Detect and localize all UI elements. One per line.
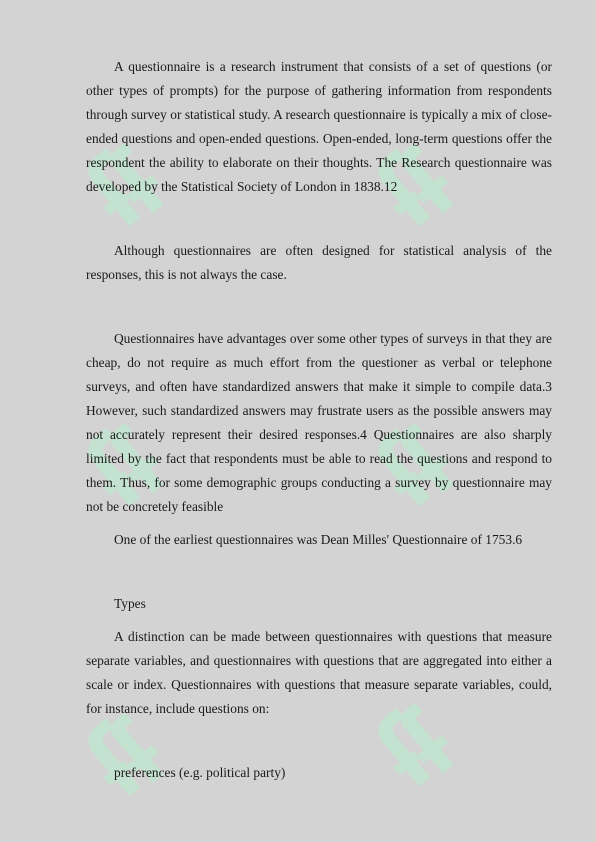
paragraph-intro: A questionnaire is a research instrument that consists of a set of questions (or other types of prompts) for the purpose of gathering information from respondents through survey or statistical study. A research questionnaire is typically a mix of close-ended questions and open-ended questions. Open-ended, long-term questions offer the respondent the ability to elaborate on their thoughts. The Research questionnaire was developed by the Statistical Society of London in 1838.12 [86,59,552,194]
paragraph-earliest: One of the earliest questionnaires was Dean Milles' Questionnaire of 1753.6 [114,532,523,547]
document-body [86,55,552,785]
paragraph-statistical-analysis: Although questionnaires are often designed for statistical analysis of the responses, this is not always the case. [86,243,552,282]
paragraph-advantages: Questionnaires have advantages over some other types of surveys in that they are cheap, do not require as much effort from the questioner as verbal or telephone surveys, and often have standardized answers that make it simple to compile data.3 However, such standardized answers may frustrate users as the possible answers may not accurately represent their desired responses.4 Questionnaires are also sharply limited by the fact that respondents must be able to read the questions and respond to them. Thus, for some demographic groups conducting a survey by questionnaire may not be concretely feasible [86,331,552,514]
list-item-preferences: preferences (e.g. political party) [114,765,286,780]
paragraph-distinction: A distinction can be made between questionnaires with questions that measure separate variables, and questionnaires with questions that are aggregated into either a scale or index. Questionnaires with questions that measure separate variables, could, for instance, include questions on: [86,629,552,716]
heading-types: Types [114,596,146,611]
